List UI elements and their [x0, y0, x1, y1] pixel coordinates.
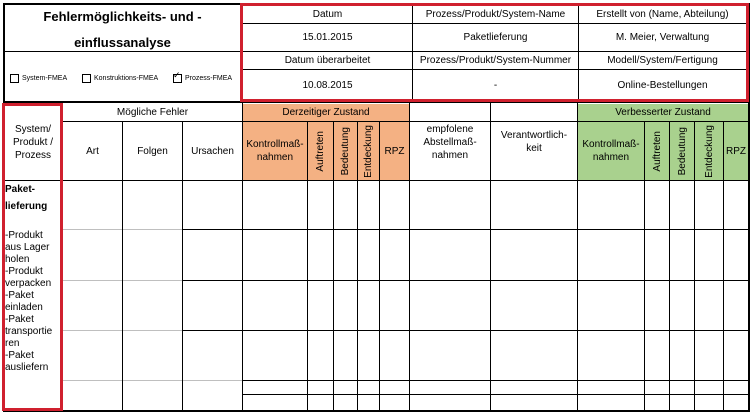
- col-entdeckung-2-label: Entdeckung: [703, 124, 715, 178]
- modell-value[interactable]: Online-Bestellungen: [617, 79, 708, 91]
- col-folgen: Folgen: [137, 145, 168, 157]
- col-kontroll: Kontrollmaß-nahmen: [246, 139, 304, 163]
- checkbox-konstruktions-fmea[interactable]: [82, 74, 158, 83]
- col-auftreten: [308, 122, 333, 180]
- col-auftreten-label: Auftreten: [315, 130, 326, 172]
- system-entries: [5, 181, 57, 374]
- system-item: -Produkt verpacken: [5, 266, 52, 289]
- col-kontroll-2: Kontrollmaß-nahmen: [582, 139, 640, 163]
- checkbox-icon[interactable]: [10, 74, 19, 83]
- title-line2: einflussanalyse: [74, 34, 171, 50]
- col-rpz-2: RPZ: [726, 145, 746, 157]
- col-verantwortlichkeit: Verantwortlich-keit: [500, 130, 568, 154]
- col-entdeckung: [358, 122, 379, 180]
- system-item: -Produkt aus Lager holen: [5, 230, 50, 265]
- title-line1: Fehlermöglichkeits- und -: [43, 8, 202, 24]
- checkbox-label: Prozess-FMEA: [185, 75, 233, 82]
- col-art: Art: [86, 145, 99, 157]
- col-entdeckung-2: [695, 122, 723, 180]
- prozess-nummer-label: Prozess/Produkt/System-Nummer: [419, 55, 572, 66]
- prozess-name-label: Prozess/Produkt/System-Name: [425, 8, 566, 20]
- col-abstellmassnahmen: empfolene Abstellmaß-nahmen: [423, 123, 477, 161]
- erstellt-label: Erstellt von (Name, Abteilung): [596, 8, 729, 20]
- col-verbesserter-zustand: Verbesserter Zustand: [615, 107, 711, 118]
- col-rpz: RPZ: [384, 145, 405, 157]
- system-item: -Paket transportie ren: [5, 314, 53, 349]
- prozess-nummer-value[interactable]: -: [493, 79, 498, 91]
- col-auftreten-2: [645, 122, 669, 180]
- checkbox-checked-icon[interactable]: [173, 74, 182, 83]
- col-bedeutung: [334, 122, 357, 180]
- checkbox-system-fmea[interactable]: [10, 74, 67, 83]
- col-bedeutung-label: Bedeutung: [340, 126, 351, 176]
- col-entdeckung-label: Entdeckung: [363, 124, 374, 178]
- erstellt-value[interactable]: M. Meier, Verwaltung: [615, 32, 710, 43]
- datum-ueberarbeitet-label: Datum überarbeitet: [284, 55, 371, 66]
- checkbox-label: Konstruktions-FMEA: [94, 75, 159, 82]
- modell-label: Modell/System/Fertigung: [607, 55, 718, 66]
- col-auftreten-2-label: Auftreten: [651, 130, 663, 172]
- col-bedeutung-2-label: Bedeutung: [676, 126, 688, 176]
- datum-value[interactable]: 15.01.2015: [302, 32, 353, 43]
- datum-label: Datum: [312, 8, 343, 20]
- col-moegliche-fehler: Mögliche Fehler: [116, 107, 189, 118]
- datum-ueberarbeitet-value[interactable]: 10.08.2015: [302, 79, 353, 91]
- col-system: System/ Produkt / Prozess: [12, 123, 54, 161]
- system-item: -Paket ausliefern: [5, 350, 49, 373]
- system-heading: Paket-lieferung: [5, 184, 48, 212]
- col-derzeitiger-zustand: Derzeitiger Zustand: [282, 107, 370, 118]
- col-bedeutung-2: [670, 122, 694, 180]
- checkbox-prozess-fmea[interactable]: [173, 74, 232, 83]
- checkbox-icon[interactable]: [82, 74, 91, 83]
- system-item: -Paket einladen: [5, 290, 43, 313]
- title-block: [3, 3, 242, 51]
- col-ursachen: Ursachen: [191, 145, 234, 157]
- prozess-name-value[interactable]: Paketlieferung: [463, 32, 528, 43]
- checkbox-label: System-FMEA: [22, 75, 68, 82]
